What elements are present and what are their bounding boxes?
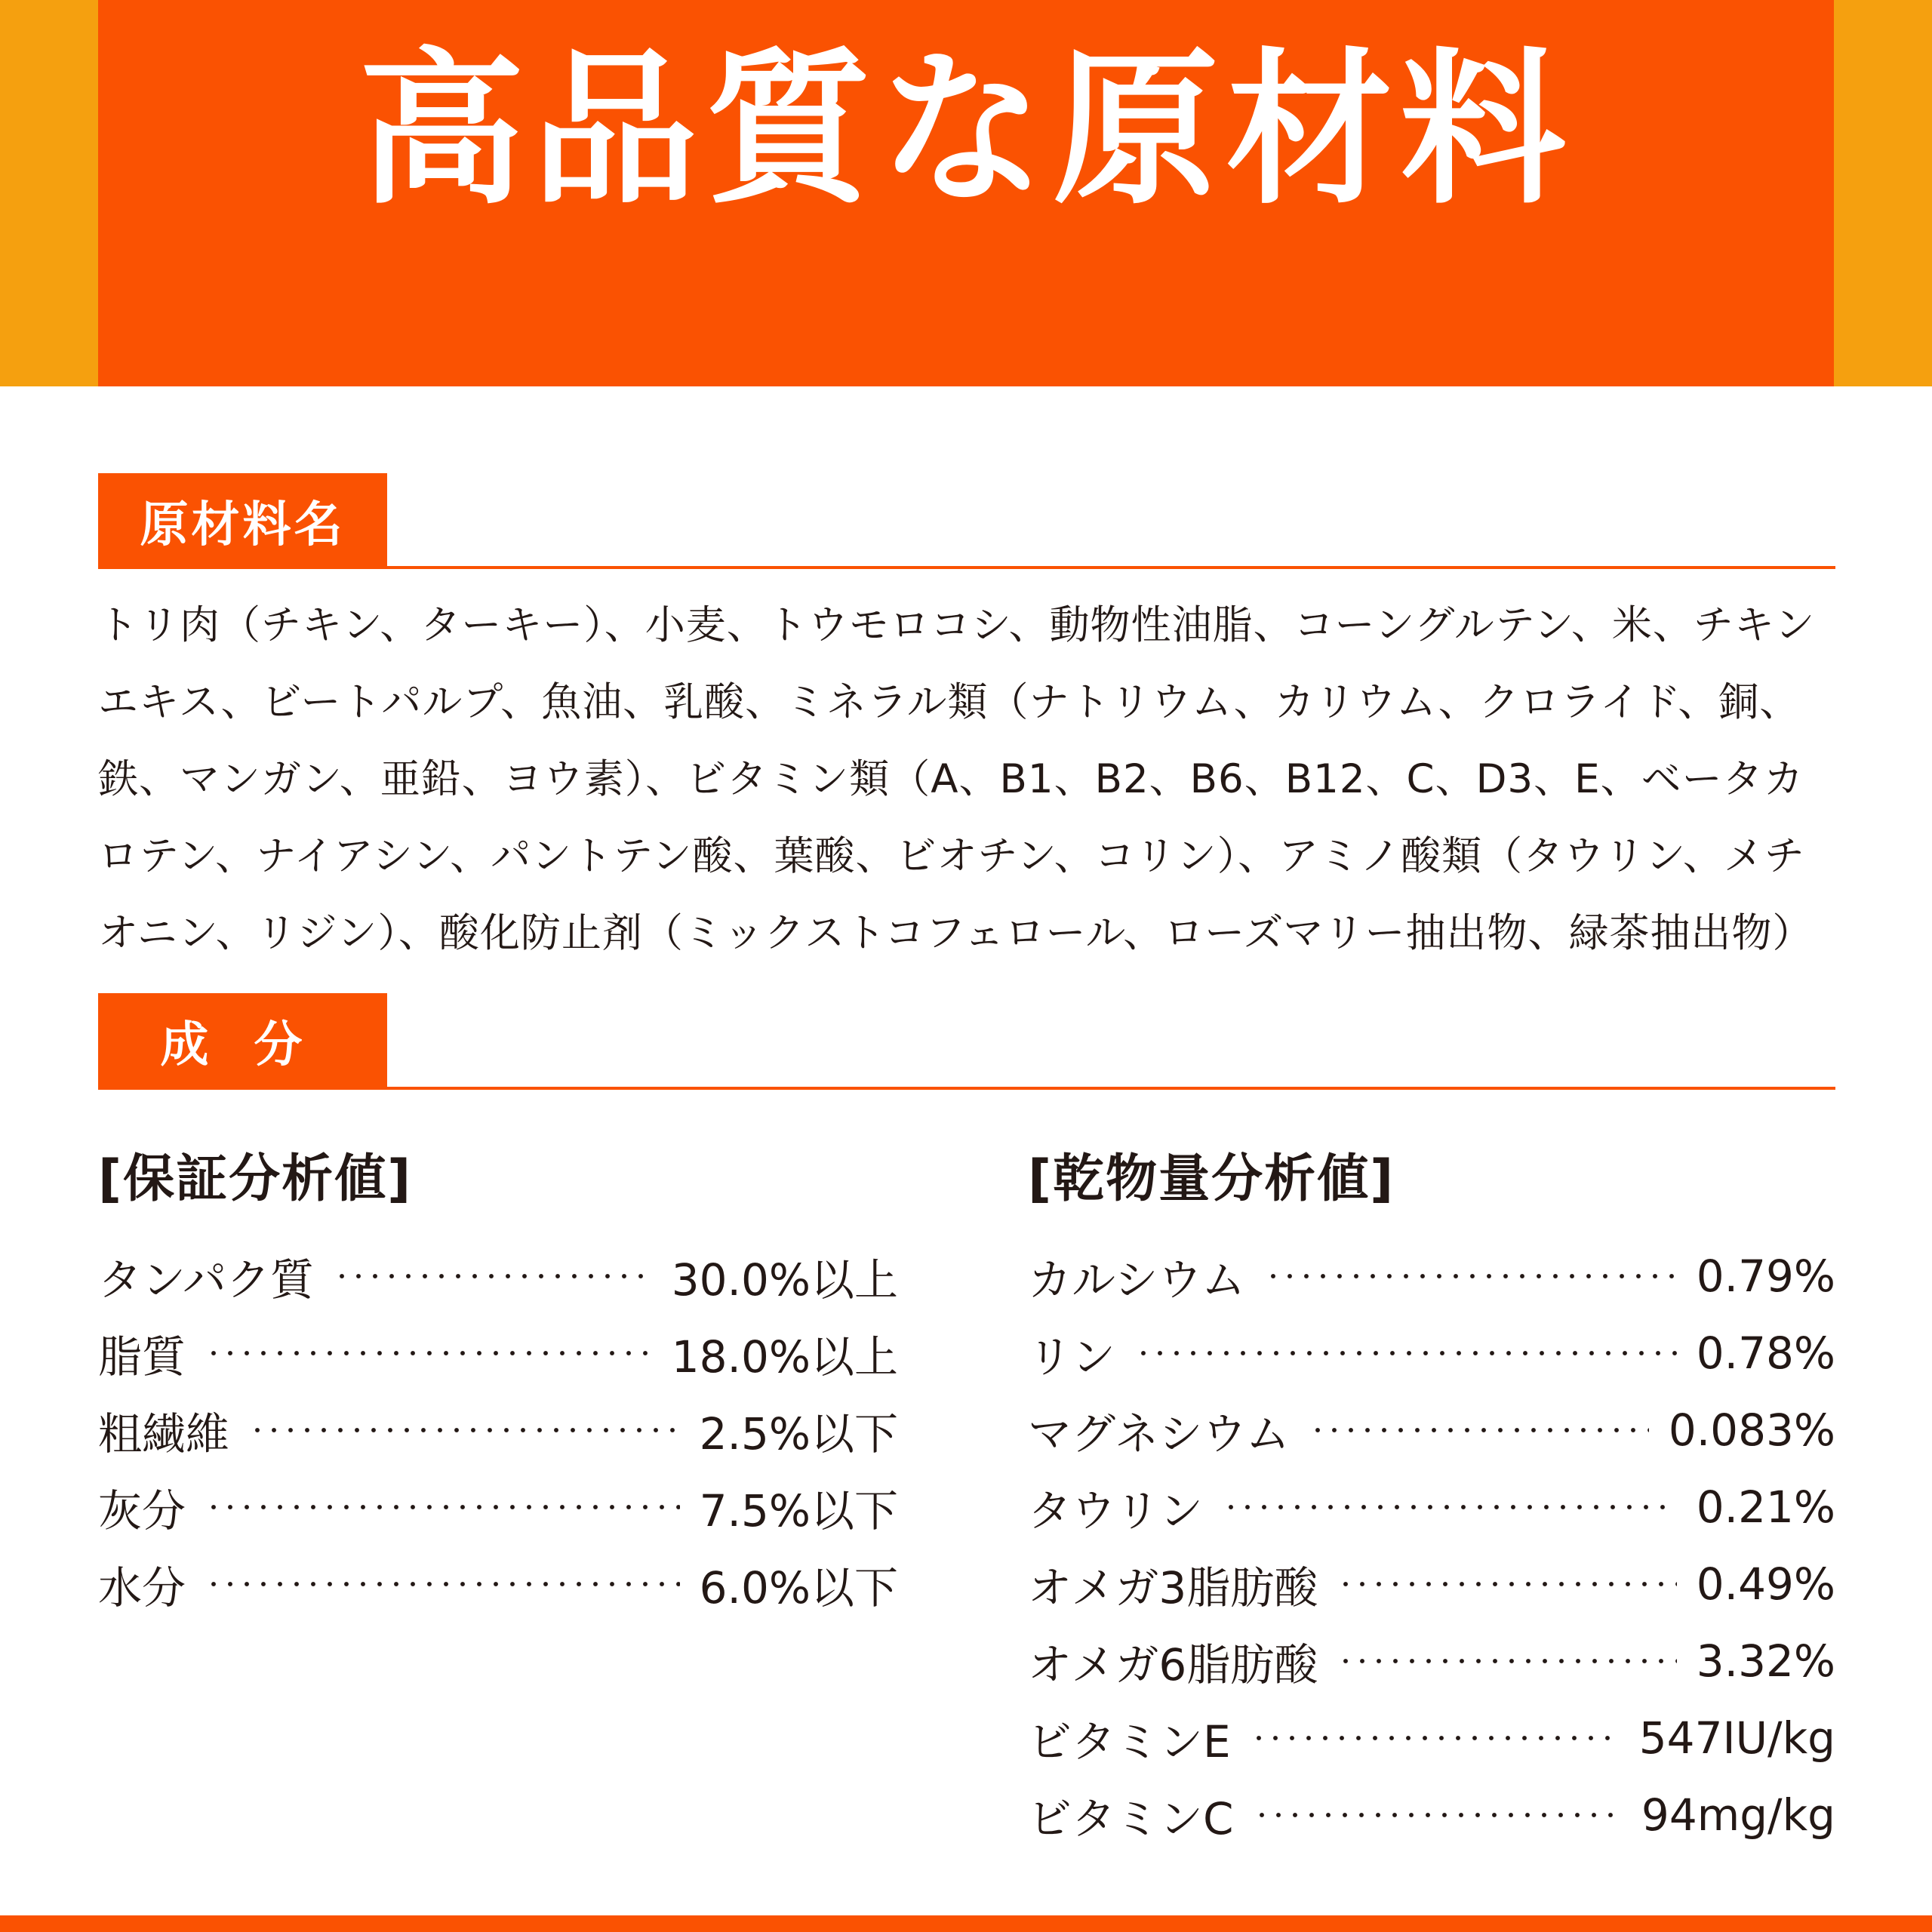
nutrient-value: 0.083% xyxy=(1668,1404,1835,1456)
table-row xyxy=(98,1392,898,1469)
dot-leader xyxy=(334,1254,652,1298)
table-row xyxy=(98,1315,898,1392)
dot-leader xyxy=(1251,1716,1620,1760)
nutrient-name: 水分 xyxy=(98,1562,186,1614)
dot-leader xyxy=(1223,1485,1677,1529)
nutrient-name: オメガ3脂肪酸 xyxy=(1028,1562,1318,1614)
dot-leader xyxy=(205,1562,680,1606)
nutrient-name: カルシウム xyxy=(1028,1254,1245,1306)
table-row xyxy=(98,1469,898,1546)
ingredients-list-text: トリ肉（チキン、ターキー）、小麦、トウモロコシ、動物性油脂、コーングルテン、米、チキンエキス、ビートパルプ、魚油、乳酸、ミネラル類（ナトリウム、カリウム、クロライド、銅、鉄、マンガン、亜鉛、ヨウ素）、ビタミン類（A、B1、B2、B6、B12、C、D3、E、ベータカロテン、ナイアシン、パントテン酸、葉酸、ビオチン、コリン）、アミノ酸類（タウリン、メチオニン、リジン）、酸化防止剤（ミックストコフェロール、ローズマリー抽出物、緑茶抽出物） xyxy=(98,602,1816,956)
nutrient-value: 3.32% xyxy=(1696,1635,1835,1687)
guaranteed-analysis-heading: [保証分析値] xyxy=(98,1149,413,1209)
nutrient-name: ビタミンE xyxy=(1028,1716,1231,1767)
components-tab: 成分 xyxy=(98,993,387,1088)
components-divider xyxy=(98,1087,1835,1090)
bottom-accent-bar xyxy=(0,1915,1932,1932)
nutrient-name: オメガ6脂肪酸 xyxy=(1028,1639,1318,1690)
dot-leader xyxy=(1135,1331,1677,1375)
dot-leader xyxy=(205,1331,652,1375)
header-banner xyxy=(98,0,1834,386)
nutrient-value: 6.0%以下 xyxy=(699,1562,898,1614)
dry-matter-analysis-table xyxy=(1028,1238,1835,1854)
ingredients-tab: 原材料名 xyxy=(98,473,387,568)
nutrient-value: 0.79% xyxy=(1696,1251,1835,1302)
left-accent-bar xyxy=(0,0,98,386)
table-row xyxy=(1028,1777,1835,1854)
table-row xyxy=(1028,1546,1835,1623)
nutrient-name: タンパク質 xyxy=(98,1254,314,1306)
nutrient-name: ビタミンC xyxy=(1028,1793,1234,1844)
nutrient-name: タウリン xyxy=(1028,1485,1204,1537)
nutrient-value: 2.5%以下 xyxy=(699,1408,898,1460)
dot-leader xyxy=(1337,1562,1676,1606)
table-row xyxy=(1028,1700,1835,1777)
nutrient-value: 94mg/kg xyxy=(1641,1789,1835,1841)
table-row xyxy=(1028,1469,1835,1546)
table-row xyxy=(1028,1392,1835,1469)
ingredients-divider xyxy=(98,566,1835,569)
table-row xyxy=(1028,1315,1835,1392)
nutrient-value: 0.49% xyxy=(1696,1558,1835,1610)
table-row xyxy=(98,1546,898,1623)
nutrient-name: リン xyxy=(1028,1331,1116,1383)
nutrient-name: 脂質 xyxy=(98,1331,186,1383)
nutrient-value: 0.78% xyxy=(1696,1327,1835,1379)
nutrient-value: 30.0%以上 xyxy=(671,1254,898,1306)
table-row xyxy=(1028,1623,1835,1700)
right-accent-bar xyxy=(1834,0,1932,386)
dot-leader xyxy=(205,1485,680,1529)
dot-leader xyxy=(1309,1408,1649,1452)
nutrient-name: マグネシウム xyxy=(1028,1408,1290,1460)
nutrient-value: 18.0%以上 xyxy=(671,1331,898,1383)
guaranteed-analysis-table xyxy=(98,1238,898,1623)
nutrient-name: 粗繊維 xyxy=(98,1408,230,1460)
table-row xyxy=(98,1238,898,1315)
dot-leader xyxy=(1265,1254,1677,1298)
dot-leader xyxy=(1254,1793,1622,1837)
table-row xyxy=(1028,1238,1835,1315)
nutrient-value: 0.21% xyxy=(1696,1481,1835,1533)
nutrient-value: 547IU/kg xyxy=(1638,1712,1835,1764)
nutrient-name: 灰分 xyxy=(98,1485,186,1537)
nutrient-value: 7.5%以下 xyxy=(699,1485,898,1537)
dot-leader xyxy=(249,1408,680,1452)
dry-matter-analysis-heading: [乾物量分析値] xyxy=(1028,1149,1395,1209)
dot-leader xyxy=(1337,1639,1676,1683)
page-title: 高品質な原材料 xyxy=(358,33,1574,227)
